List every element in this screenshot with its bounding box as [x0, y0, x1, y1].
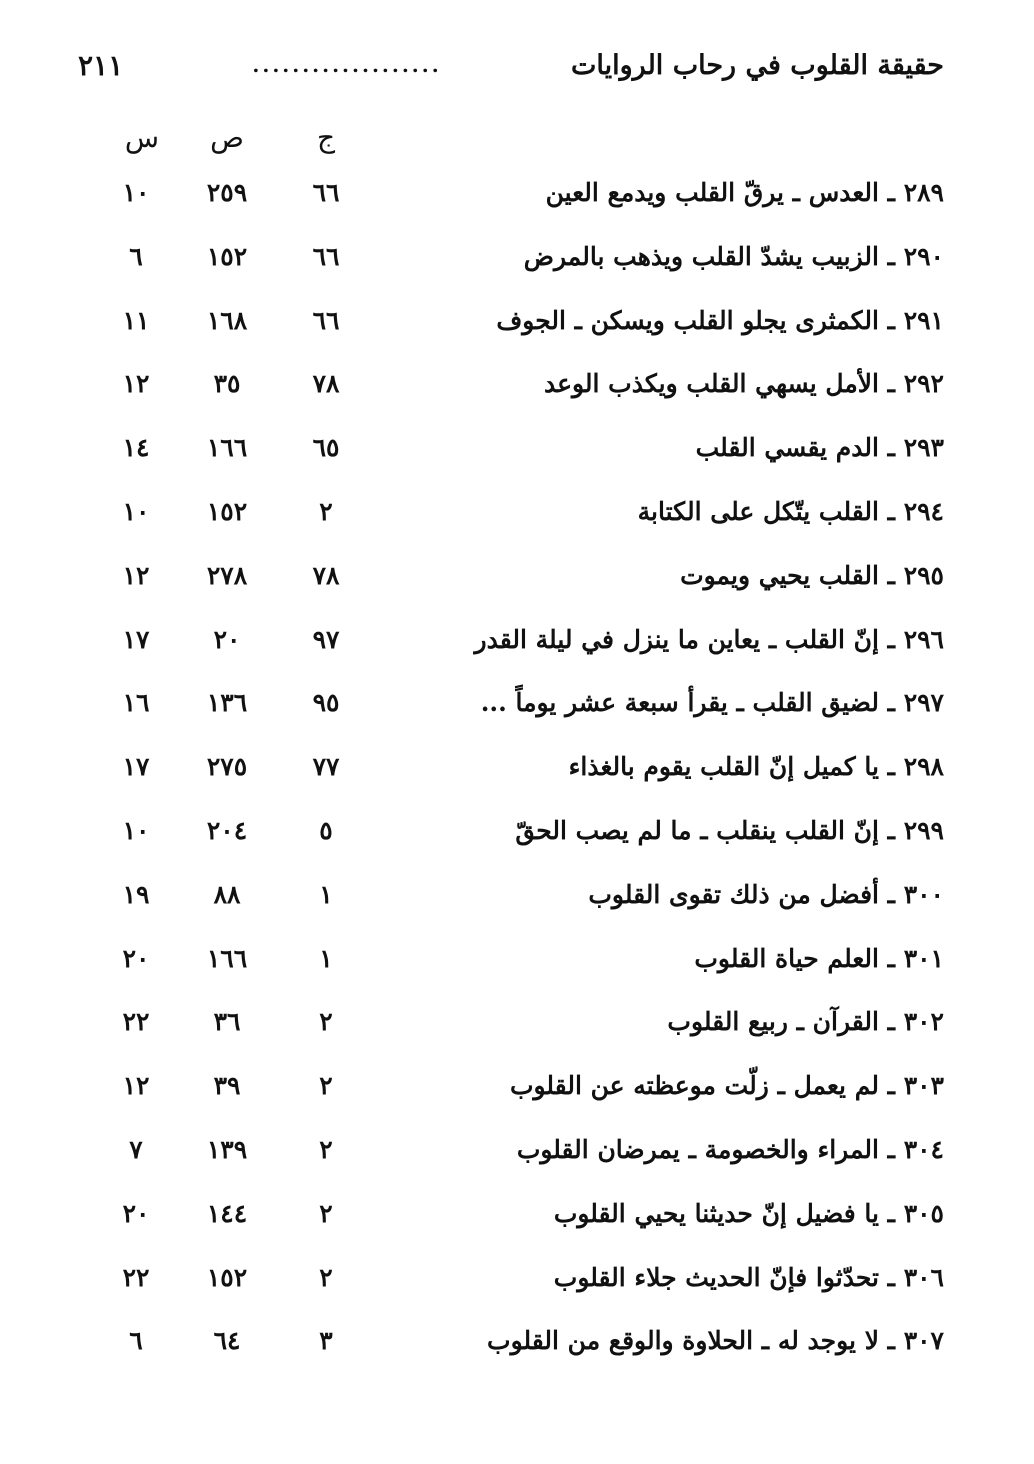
volume-number: ١: [319, 879, 333, 909]
leader-dots: ...................: [252, 53, 442, 77]
table-row: [0, 1054, 1034, 1118]
volume-number: ٢: [319, 1007, 333, 1037]
entry-title: ٣٠١ ـ العلم حياة القلوب: [694, 943, 944, 973]
line-ref: ١١: [122, 305, 150, 335]
table-row: [0, 1182, 1034, 1246]
page-ref: ١٦٨: [206, 305, 248, 335]
volume-number: ٦٦: [312, 178, 340, 207]
page-ref: ٢٧٥: [206, 752, 248, 782]
page-ref: ١٦٦: [206, 433, 248, 463]
volume-number: ٢: [319, 496, 333, 526]
table-row: [0, 289, 1034, 353]
volume-number: ٧٨: [312, 560, 340, 590]
volume-number: ٧٧: [312, 752, 340, 782]
entry-title: ٢٩٠ ـ الزبيب يشدّ القلب ويذهب بالمرض: [523, 241, 944, 271]
page-ref: ١٦٦: [206, 943, 248, 973]
line-ref: ١٧: [122, 752, 150, 782]
volume-number: ٢: [319, 1071, 333, 1101]
table-row: [0, 161, 1034, 225]
table-row: [0, 352, 1034, 416]
volume-number: ٢: [319, 1134, 333, 1164]
table-row: [0, 1246, 1034, 1310]
volume-number: ٢: [319, 1198, 333, 1228]
page-ref: ٣٥: [213, 369, 241, 399]
line-ref: ٦: [129, 241, 143, 271]
line-ref: ٦: [129, 1326, 143, 1356]
table-row: [0, 1309, 1034, 1373]
entry-title: ٢٩٤ ـ القلب يتّكل على الكتابة: [637, 496, 944, 526]
volume-number: ٥: [319, 815, 333, 845]
table-row: [0, 225, 1034, 289]
page-ref: ١٤٤: [206, 1198, 248, 1228]
page-ref: ٢٠: [213, 624, 241, 654]
volume-number: ٦٦: [312, 305, 340, 335]
column-header-x: س: [124, 121, 160, 154]
index-table: [0, 161, 1034, 1373]
table-row: [0, 416, 1034, 480]
line-ref: ١٠: [122, 178, 150, 207]
page-ref: ٣٦: [213, 1007, 241, 1037]
line-ref: ١٢: [122, 1071, 150, 1101]
running-header: [78, 40, 944, 90]
column-header-s: ص: [210, 121, 244, 154]
line-ref: ٢٢: [122, 1262, 150, 1292]
line-ref: ٢٠: [122, 943, 150, 973]
volume-number: ١: [319, 943, 333, 973]
entry-title: ٢٩٣ ـ الدم يقسي القلب: [695, 433, 944, 463]
volume-number: ٣: [319, 1326, 333, 1356]
table-row: [0, 863, 1034, 927]
entry-title: ٣٠٢ ـ القرآن ـ ربيع القلوب: [667, 1007, 944, 1037]
volume-number: ٦٥: [312, 433, 340, 463]
table-row: [0, 735, 1034, 799]
page-ref: ٢٠٤: [206, 815, 248, 845]
page-ref: ١٣٦: [206, 688, 248, 718]
line-ref: ١٠: [122, 496, 150, 526]
page-ref: ١٥٢: [206, 496, 248, 526]
table-row: [0, 990, 1034, 1054]
line-ref: ١٤: [122, 433, 150, 463]
column-header-j: ج: [316, 121, 336, 154]
line-ref: ١٠: [122, 815, 150, 845]
entry-title: ٢٩٢ ـ الأمل يسهي القلب ويكذب الوعد: [543, 369, 944, 399]
page-ref: ٦٤: [213, 1326, 241, 1356]
line-ref: ١٦: [122, 688, 150, 718]
page-ref: ٢٧٨: [206, 560, 248, 590]
line-ref: ١٢: [122, 560, 150, 590]
entry-title: ٣٠٣ ـ لم يعمل ـ زلّت موعظته عن القلوب: [509, 1071, 944, 1101]
entry-title: ٢٩٨ ـ يا كميل إنّ القلب يقوم بالغذاء: [568, 752, 944, 782]
table-row: [0, 927, 1034, 991]
table-row: [0, 480, 1034, 544]
table-row: [0, 608, 1034, 672]
volume-number: ٩٧: [312, 624, 340, 654]
page-ref: ١٥٢: [206, 241, 248, 271]
entry-title: ٢٨٩ ـ العدس ـ يرقّ القلب ويدمع العين: [545, 178, 944, 207]
line-ref: ٢٠: [122, 1198, 150, 1228]
page-ref: ٨٨: [213, 879, 241, 909]
page-ref: ١٥٢: [206, 1262, 248, 1292]
line-ref: ١٢: [122, 369, 150, 399]
volume-number: ٢: [319, 1262, 333, 1292]
entry-title: ٣٠٦ ـ تحدّثوا فإنّ الحديث جلاء القلوب: [553, 1262, 944, 1292]
table-row: [0, 544, 1034, 608]
volume-number: ٧٨: [312, 369, 340, 399]
line-ref: ١٩: [122, 879, 150, 909]
entry-title: ٢٩١ ـ الكمثرى يجلو القلب ويسكن ـ الجوف: [496, 305, 944, 335]
entry-title: ٢٩٩ ـ إنّ القلب ينقلب ـ ما لم يصب الحقّ: [515, 815, 944, 845]
entry-title: ٢٩٥ ـ القلب يحيي ويموت: [680, 560, 944, 590]
page-ref: ١٣٩: [206, 1134, 248, 1164]
entry-title: ٣٠٤ ـ المراء والخصومة ـ يمرضان القلوب: [516, 1134, 944, 1164]
book-title: حقيقة القلوب في رحاب الروايات: [570, 49, 944, 81]
entry-title: ٢٩٦ ـ إنّ القلب ـ يعاين ما ينزل في ليلة القدر: [474, 624, 944, 654]
table-row: [0, 1118, 1034, 1182]
page-ref: ٣٩: [213, 1071, 241, 1101]
line-ref: ٢٢: [122, 1007, 150, 1037]
page-number: ٢١١: [78, 48, 124, 82]
entry-title: ٢٩٧ ـ لضيق القلب ـ يقرأ سبعة عشر يوماً ...: [480, 688, 944, 718]
volume-number: ٦٦: [312, 241, 340, 271]
page-ref: ٢٥٩: [206, 178, 248, 207]
table-row: [0, 671, 1034, 735]
table-row: [0, 799, 1034, 863]
entry-title: ٣٠٧ ـ لا يوجد له ـ الحلاوة والوقع من القلوب: [487, 1326, 944, 1356]
line-ref: ٧: [129, 1134, 143, 1164]
entry-title: ٣٠٥ ـ يا فضيل إنّ حديثنا يحيي القلوب: [553, 1198, 944, 1228]
line-ref: ١٧: [122, 624, 150, 654]
entry-title: ٣٠٠ ـ أفضل من ذلك تقوى القلوب: [588, 879, 944, 909]
volume-number: ٩٥: [312, 688, 340, 718]
